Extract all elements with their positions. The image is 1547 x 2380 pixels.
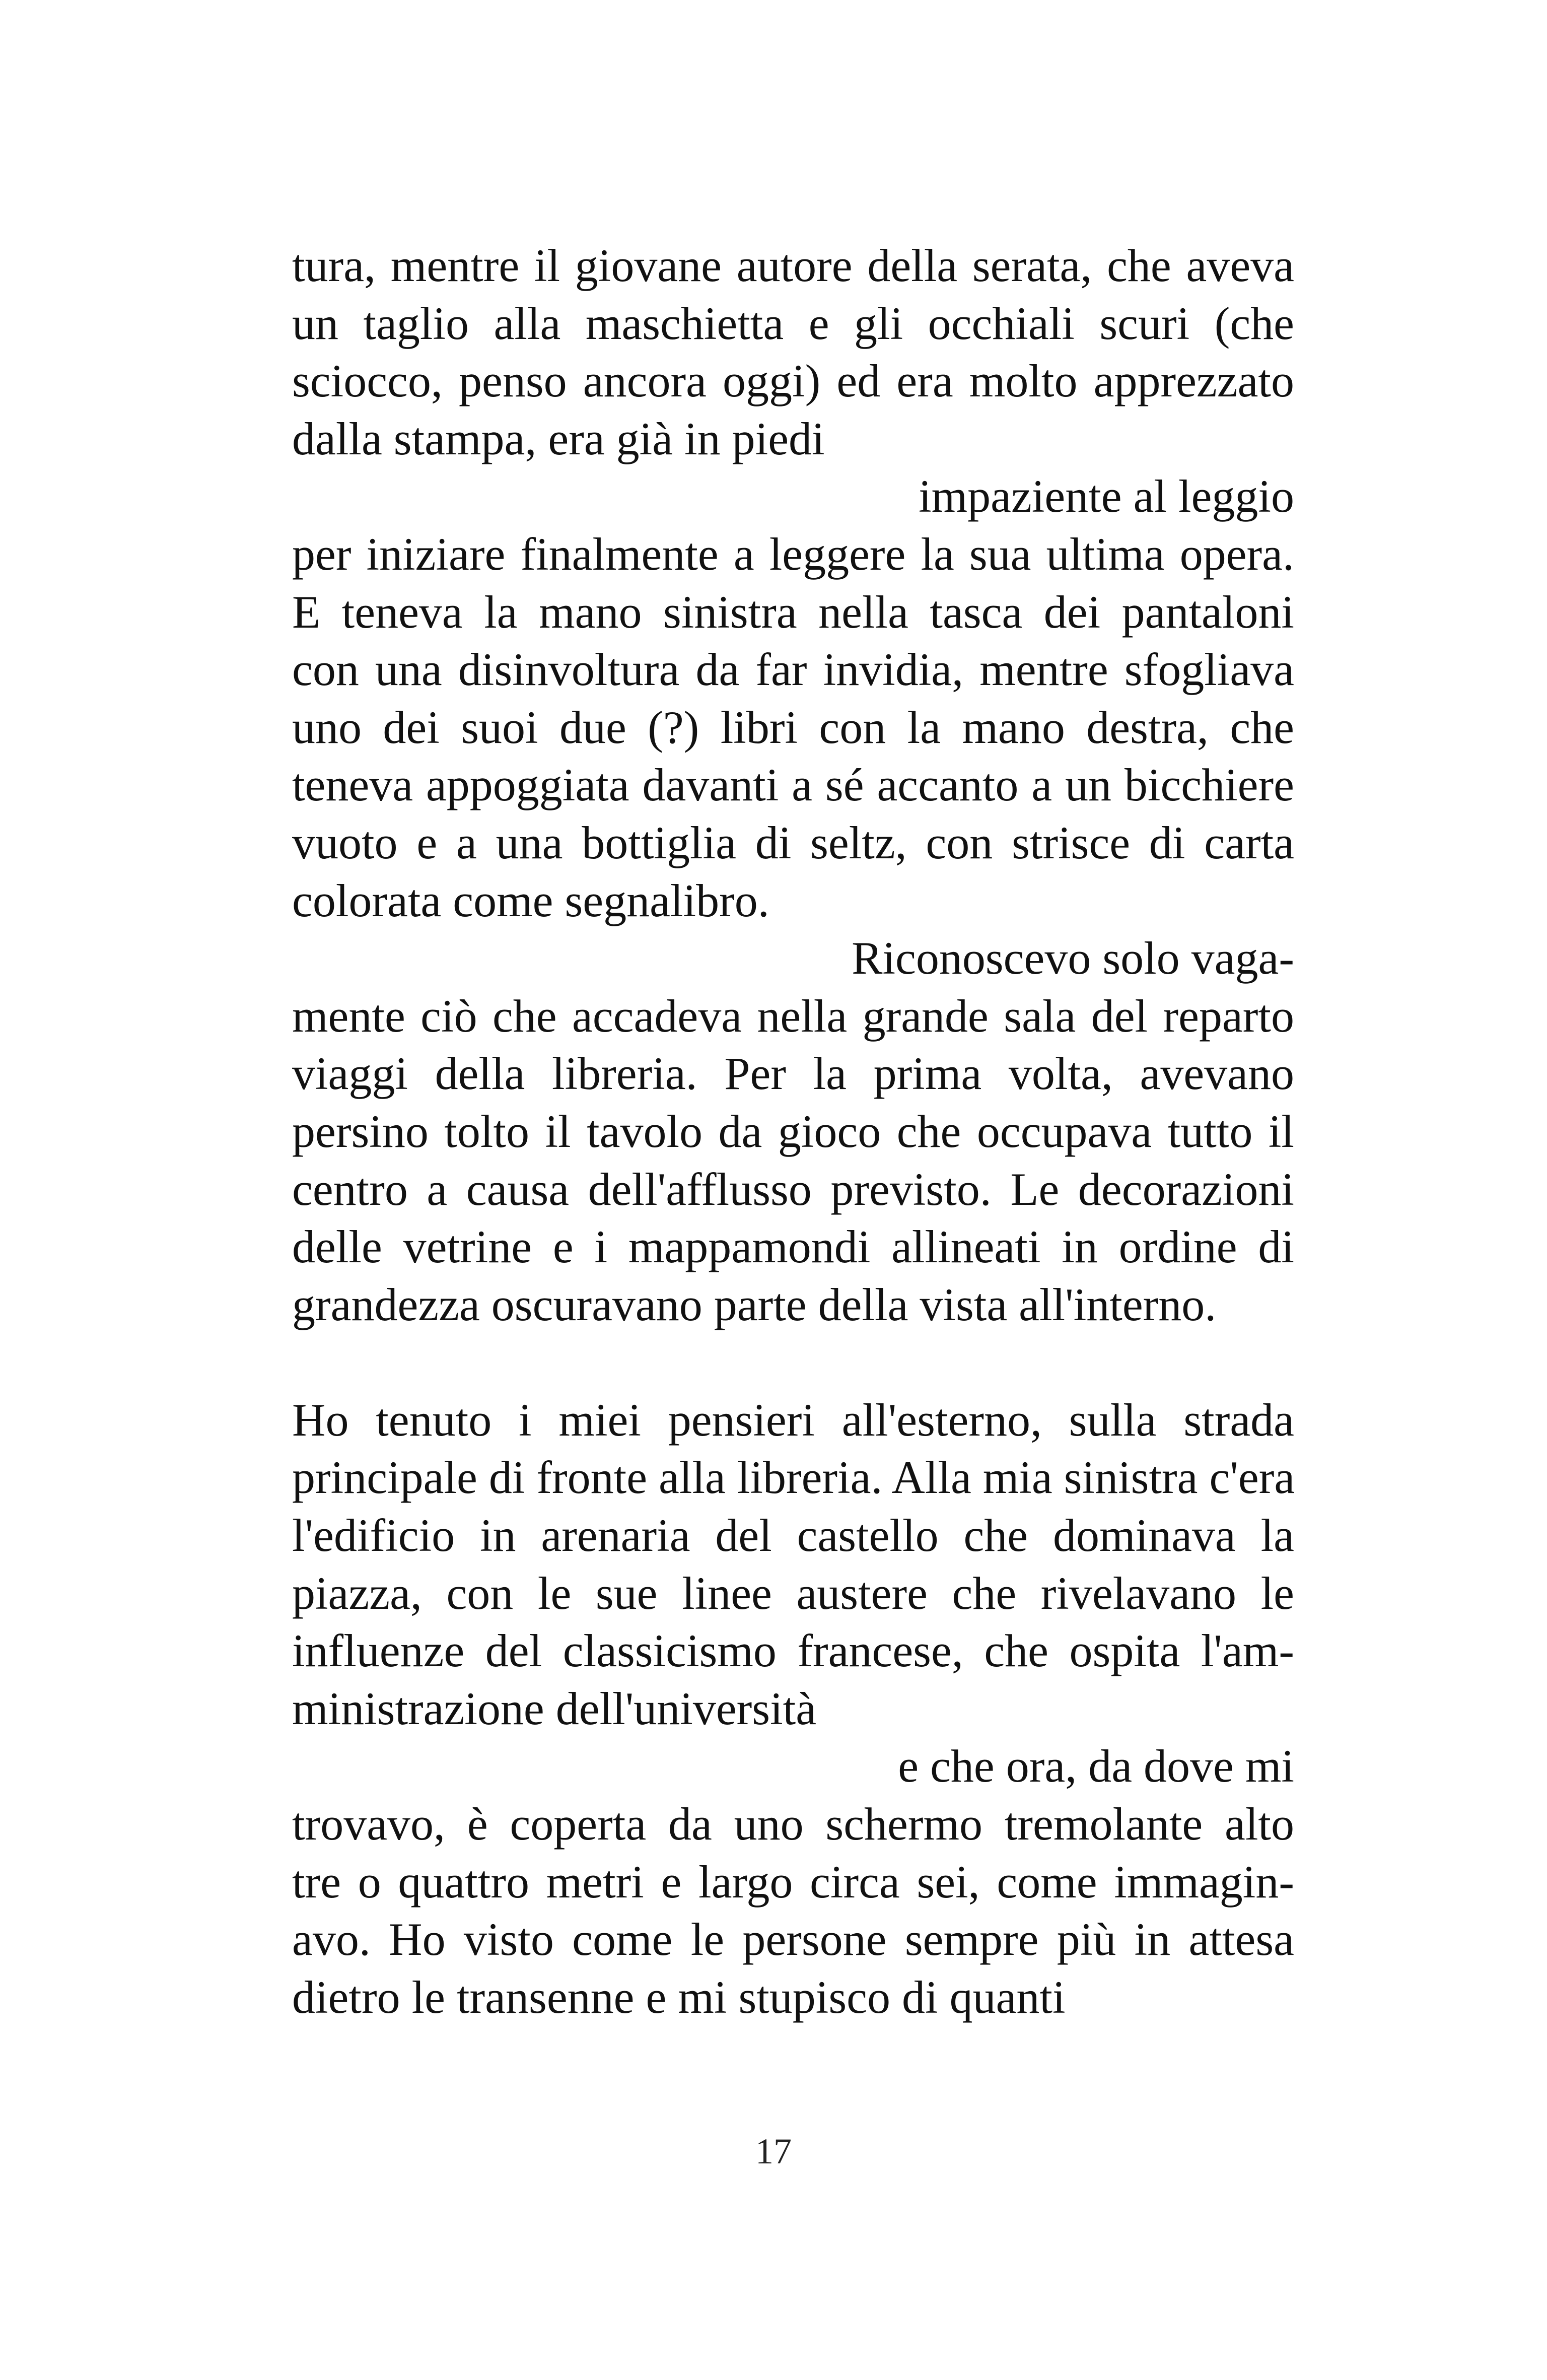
text-line: delle vetrine e i mappamondi allineati in ordine di	[292, 1221, 1294, 1273]
page-number: 17	[755, 2131, 792, 2171]
text-line: teneva appoggiata davanti a sé accanto a un bicchiere	[292, 759, 1294, 811]
text-line: e che ora, da dove mi	[898, 1740, 1294, 1792]
paragraph-4	[292, 1391, 1294, 1738]
text-line: E teneva la mano sinistra nella tasca dei pantaloni	[292, 586, 1294, 638]
paragraph-5	[292, 1737, 1294, 2026]
text-line: piazza, con le sue linee austere che rivelavano le	[292, 1567, 1294, 1619]
text-line: con una disinvoltura da far invidia, mentre sfogliava	[292, 644, 1294, 696]
paragraph-2	[292, 467, 1294, 929]
paragraph-1	[292, 237, 1294, 467]
text-line: Riconoscevo solo vaga-	[852, 932, 1294, 984]
text-line: persino tolto il tavolo da gioco che occupava tutto il	[292, 1105, 1294, 1157]
paragraph-3	[292, 929, 1294, 1333]
body-text	[292, 237, 1294, 2026]
text-line: l'edificio in arenaria del castello che dominava la	[292, 1510, 1294, 1561]
paragraph-gap	[292, 1333, 1294, 1391]
text-line: sciocco, penso ancora oggi) ed era molto apprezzato	[292, 355, 1294, 407]
text-line: principale di fronte alla libreria. Alla mia sinistra c'era	[292, 1452, 1295, 1504]
text-line: un taglio alla maschietta e gli occhiali scuri (che	[292, 297, 1294, 349]
text-line: dietro le transenne e mi stupisco di quanti	[292, 1971, 1066, 2023]
text-line: impaziente al leggio	[919, 470, 1294, 522]
text-line: per iniziare finalmente a leggere la sua ultima opera.	[292, 528, 1294, 580]
text-line: viaggi della libreria. Per la prima volta, avevano	[292, 1048, 1294, 1100]
text-line: centro a causa dell'afflusso previsto. Le decorazioni	[292, 1163, 1294, 1215]
text-line: ministrazione dell'università	[292, 1682, 817, 1734]
text-line: tura, mentre il giovane autore della serata, che aveva	[292, 240, 1294, 291]
text-line: tre o quattro metri e largo circa sei, come immagin-	[292, 1856, 1294, 1908]
text-line: grandezza oscuravano parte della vista all'interno.	[292, 1278, 1217, 1330]
text-line: uno dei suoi due (?) libri con la mano destra, che	[292, 701, 1294, 753]
text-line: dalla stampa, era già in piedi	[292, 413, 825, 464]
text-line: vuoto e a una bottiglia di seltz, con strisce di carta	[292, 817, 1294, 868]
text-line: trovavo, è coperta da uno schermo tremolante alto	[292, 1798, 1294, 1850]
text-line: avo. Ho visto come le persone sempre più in attesa	[292, 1914, 1294, 1965]
text-line: colorata come segnalibro.	[292, 874, 769, 926]
text-line: mente ciò che accadeva nella grande sala del reparto	[292, 990, 1294, 1042]
text-line: Ho tenuto i miei pensieri all'esterno, sulla strada	[292, 1394, 1294, 1446]
text-line: influenze del classicismo francese, che ospita l'am-	[292, 1625, 1294, 1677]
